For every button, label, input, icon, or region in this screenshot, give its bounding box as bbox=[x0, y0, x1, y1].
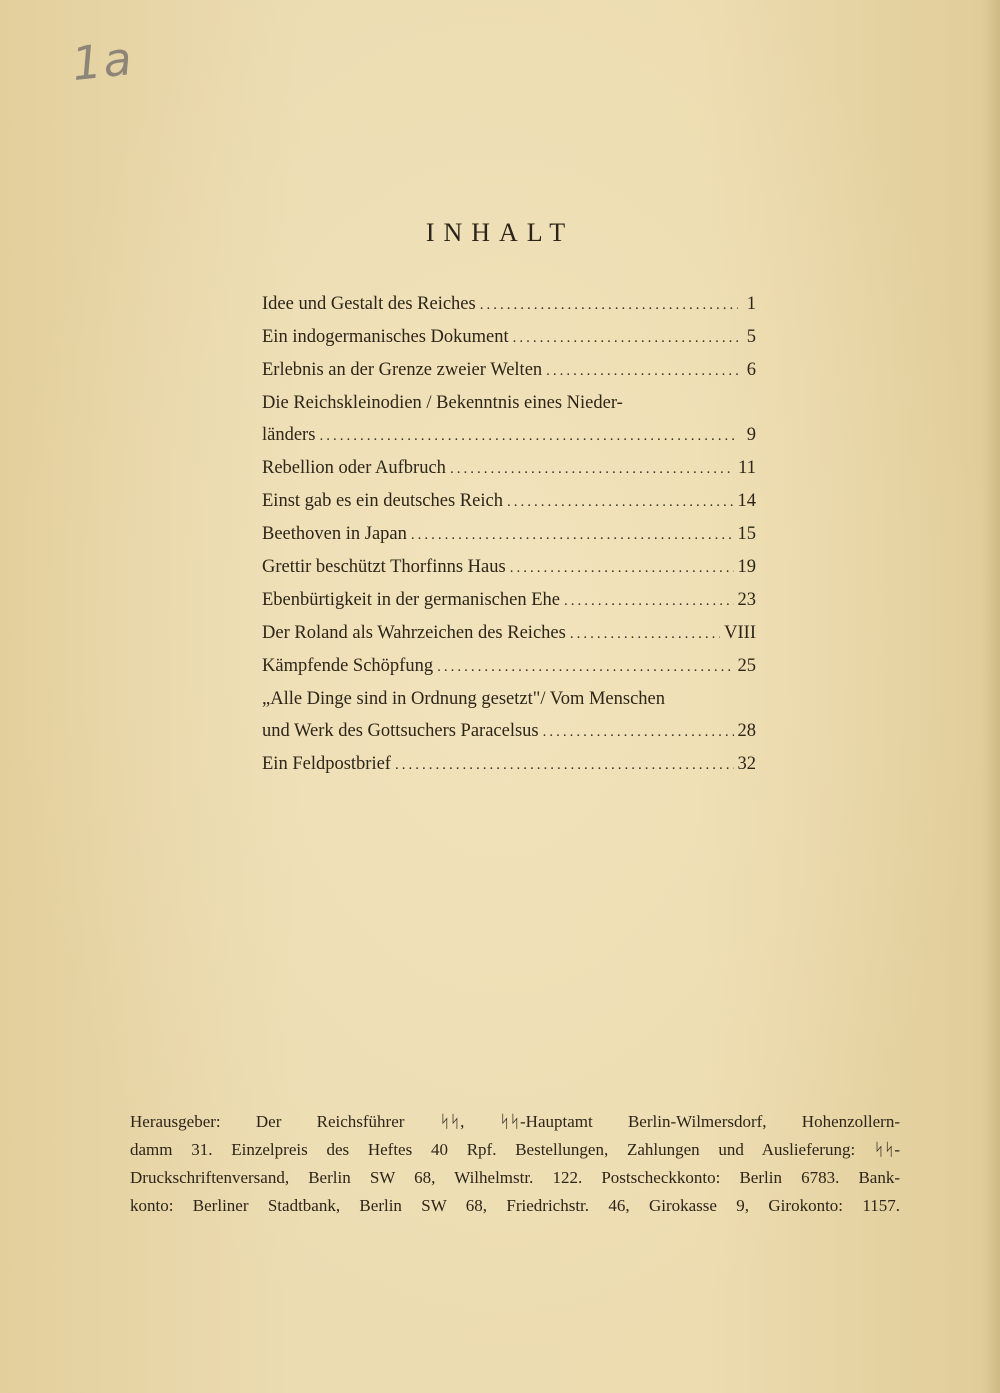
toc-leader-dots bbox=[513, 322, 738, 354]
page-edge-shadow bbox=[982, 0, 1000, 1393]
toc-leader-dots bbox=[437, 651, 733, 683]
toc-entry-title: Einst gab es ein deutsches Reich bbox=[262, 491, 503, 511]
imprint-line: Herausgeber: Der Reichsführer ᛋᛋ, ᛋᛋ-Hauptamt Berlin-Wilmersdorf, Hohenzollern- bbox=[130, 1112, 900, 1131]
imprint-line: Druckschriftenversand, Berlin SW 68, Wilhelmstr. 122. Postscheckkonto: Berlin 6783. Bank- bbox=[130, 1168, 900, 1187]
toc-entry-title: und Werk des Gottsuchers Paracelsus bbox=[262, 721, 539, 741]
toc-entry bbox=[262, 584, 756, 617]
toc-leader-dots bbox=[411, 519, 734, 551]
toc-page-number: 9 bbox=[746, 425, 756, 445]
toc-page-number: 19 bbox=[737, 557, 756, 577]
pencil-annotation: 1a bbox=[69, 30, 137, 92]
toc-entry bbox=[262, 551, 756, 584]
toc-leader-dots bbox=[480, 289, 738, 321]
toc-page-number: VIII bbox=[724, 623, 756, 643]
toc-page-number: 25 bbox=[737, 656, 756, 676]
toc-page-number: 32 bbox=[737, 754, 756, 774]
imprint-line: damm 31. Einzelpreis des Heftes 40 Rpf. Bestellungen, Zahlungen und Auslieferung: ᛋᛋ- bbox=[130, 1140, 900, 1159]
toc-entry-title: Grettir beschützt Thorfinns Haus bbox=[262, 557, 506, 577]
toc-entry bbox=[262, 354, 756, 387]
toc-leader-dots bbox=[395, 749, 734, 781]
page-title: INHALT bbox=[425, 218, 575, 247]
toc-entry bbox=[262, 387, 756, 452]
toc-page-number: 15 bbox=[737, 524, 756, 544]
toc-entry bbox=[262, 288, 756, 321]
toc-page-number: 11 bbox=[738, 458, 756, 478]
toc-leader-dots bbox=[546, 355, 738, 387]
toc-leader-dots bbox=[507, 486, 734, 518]
toc-entry bbox=[262, 518, 756, 551]
toc-entry-title: Rebellion oder Aufbruch bbox=[262, 458, 446, 478]
publisher-imprint bbox=[130, 1108, 900, 1220]
toc-entry-title: Erlebnis an der Grenze zweier Welten bbox=[262, 360, 543, 380]
toc-leader-dots bbox=[543, 716, 734, 748]
toc-leader-dots bbox=[450, 453, 734, 485]
toc-leader-dots bbox=[510, 552, 734, 584]
toc-entry-title: Kämpfende Schöpfung bbox=[262, 656, 434, 676]
toc-entry-title: Ein indogermanisches Dokument bbox=[262, 327, 509, 347]
table-of-contents bbox=[262, 288, 756, 781]
toc-leader-dots bbox=[570, 618, 720, 650]
toc-entry-title-line: Die Reichskleinodien / Bekenntnis eines Nieder- bbox=[262, 393, 623, 413]
toc-page-number: 23 bbox=[737, 590, 756, 610]
toc-entry-title: Der Roland als Wahrzeichen des Reiches bbox=[262, 623, 566, 643]
toc-entry bbox=[262, 683, 756, 748]
toc-page-number: 1 bbox=[746, 294, 756, 314]
toc-entry bbox=[262, 485, 756, 518]
imprint-line: konto: Berliner Stadtbank, Berlin SW 68, Friedrichstr. 46, Girokasse 9, Girokonto: 1157. bbox=[130, 1196, 900, 1215]
toc-entry-title: Ein Feldpostbrief bbox=[262, 754, 391, 774]
toc-entry bbox=[262, 452, 756, 485]
toc-page-number: 6 bbox=[746, 360, 756, 380]
toc-entry bbox=[262, 748, 756, 781]
toc-entry-title: Beethoven in Japan bbox=[262, 524, 407, 544]
toc-entry-title: länders bbox=[262, 425, 316, 445]
toc-entry-title-line: „Alle Dinge sind in Ordnung gesetzt"/ Vom Menschen bbox=[262, 689, 666, 709]
toc-entry-title: Ebenbürtigkeit in der germanischen Ehe bbox=[262, 590, 560, 610]
toc-entry bbox=[262, 650, 756, 683]
toc-entry-title: Idee und Gestalt des Reiches bbox=[262, 294, 476, 314]
toc-page-number: 5 bbox=[746, 327, 756, 347]
toc-leader-dots bbox=[564, 585, 734, 617]
toc-page-number: 14 bbox=[737, 491, 756, 511]
toc-leader-dots bbox=[319, 420, 738, 452]
toc-entry bbox=[262, 617, 756, 650]
toc-entry bbox=[262, 321, 756, 354]
toc-page-number: 28 bbox=[737, 721, 756, 741]
